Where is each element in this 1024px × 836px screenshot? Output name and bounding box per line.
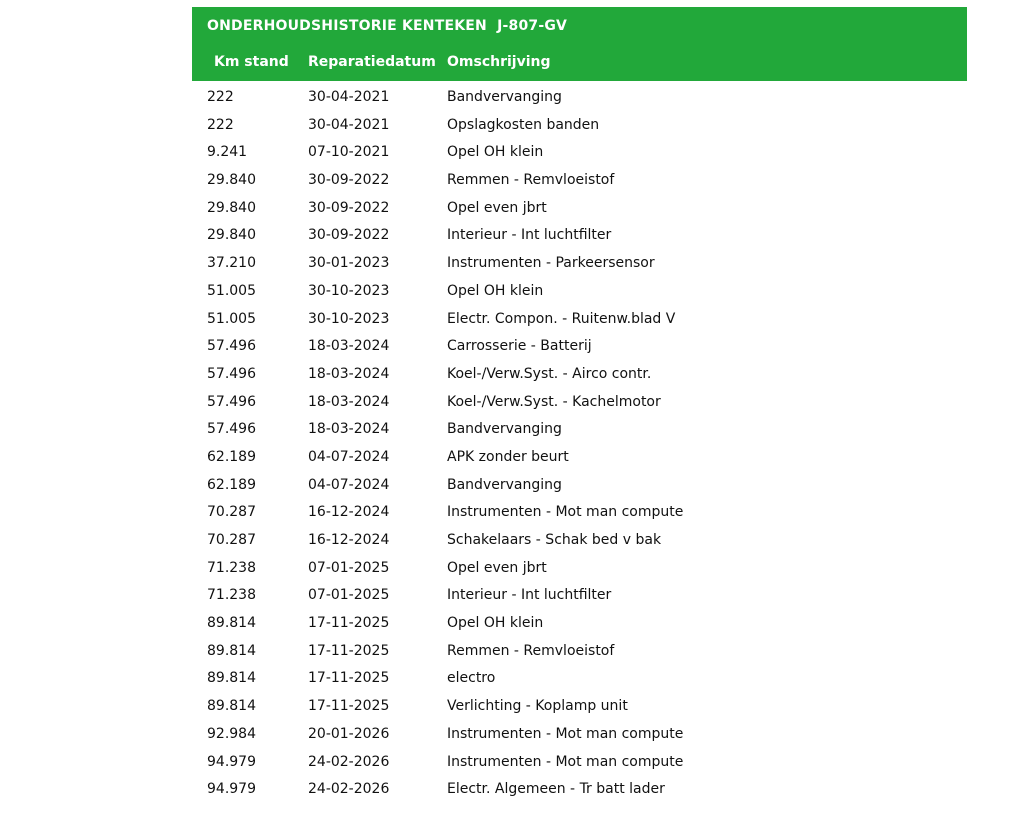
- description-cell: Bandvervanging: [447, 89, 562, 105]
- table-body: [192, 87, 967, 807]
- km-stand-cell: 89.814: [207, 615, 256, 632]
- table-row: [192, 115, 967, 143]
- description-cell: Bandvervanging: [447, 476, 562, 493]
- page-title: ONDERHOUDSHISTORIE KENTEKEN J-807-GV: [207, 18, 568, 34]
- table-row: [192, 336, 967, 364]
- column-header-date: Reparatiedatum: [308, 54, 436, 70]
- km-stand-cell: 89.814: [207, 698, 256, 715]
- repair-date-cell: 20-01-2026: [308, 725, 390, 742]
- table-row: [192, 558, 967, 586]
- table-row: [192, 502, 967, 530]
- repair-date-cell: 16-12-2024: [308, 504, 390, 521]
- table-row: [192, 87, 967, 115]
- repair-date-cell: 18-03-2024: [308, 421, 390, 438]
- table-row: [192, 364, 967, 392]
- repair-date-cell: 24-02-2026: [308, 781, 390, 798]
- km-stand-cell: 57.496: [207, 421, 256, 438]
- description-cell: Opel even jbrt: [447, 199, 547, 216]
- repair-date-cell: 16-12-2024: [308, 532, 390, 548]
- repair-date-cell: 07-01-2025: [308, 559, 390, 576]
- table-row: [192, 530, 967, 558]
- table-row: [192, 309, 967, 337]
- km-stand-cell: 70.287: [207, 532, 256, 548]
- description-cell: Instrumenten - Mot man compute: [447, 753, 684, 770]
- column-header-km: Km stand: [214, 54, 289, 70]
- description-cell: Koel-/Verw.Syst. - Kachelmotor: [447, 393, 661, 410]
- description-cell: Instrumenten - Mot man compute: [447, 725, 684, 742]
- km-stand-cell: 9.241: [207, 144, 248, 161]
- description-cell: Electr. Algemeen - Tr batt lader: [447, 781, 665, 798]
- repair-date-cell: 30-04-2021: [308, 89, 390, 105]
- table-row: [192, 724, 967, 752]
- description-cell: APK zonder beurt: [447, 448, 569, 465]
- km-stand-cell: 71.238: [207, 587, 256, 604]
- repair-date-cell: 04-07-2024: [308, 476, 390, 493]
- km-stand-cell: 89.814: [207, 670, 256, 687]
- table-row: [192, 170, 967, 198]
- table-row: [192, 668, 967, 696]
- description-cell: Remmen - Remvloeistof: [447, 642, 615, 659]
- repair-date-cell: 04-07-2024: [308, 448, 390, 465]
- description-cell: Verlichting - Koplamp unit: [447, 698, 628, 715]
- repair-date-cell: 18-03-2024: [308, 393, 390, 410]
- km-stand-cell: 37.210: [207, 255, 256, 272]
- repair-date-cell: 17-11-2025: [308, 698, 390, 715]
- km-stand-cell: 57.496: [207, 393, 256, 410]
- km-stand-cell: 70.287: [207, 504, 256, 521]
- repair-date-cell: 30-04-2021: [308, 116, 390, 133]
- description-cell: Opel OH klein: [447, 615, 544, 632]
- repair-date-cell: 30-01-2023: [308, 255, 390, 272]
- description-cell: Koel-/Verw.Syst. - Airco contr.: [447, 365, 652, 382]
- table-row: [192, 225, 967, 253]
- km-stand-cell: 51.005: [207, 282, 256, 299]
- table-header: [192, 7, 967, 81]
- table-row: [192, 392, 967, 420]
- description-cell: Electr. Compon. - Ruitenw.blad V: [447, 310, 676, 327]
- description-cell: Carrosserie - Batterij: [447, 338, 592, 355]
- table-row: [192, 198, 967, 226]
- description-cell: Interieur - Int luchtfilter: [447, 227, 612, 244]
- km-stand-cell: 62.189: [207, 476, 256, 493]
- table-row: [192, 696, 967, 724]
- km-stand-cell: 222: [207, 116, 234, 133]
- description-cell: Opel even jbrt: [447, 559, 547, 576]
- repair-date-cell: 18-03-2024: [308, 338, 390, 355]
- km-stand-cell: 57.496: [207, 365, 256, 382]
- km-stand-cell: 222: [207, 89, 234, 105]
- table-row: [192, 475, 967, 503]
- column-header-description: Omschrijving: [447, 54, 551, 70]
- table-row: [192, 585, 967, 613]
- table-row: [192, 281, 967, 309]
- km-stand-cell: 92.984: [207, 725, 256, 742]
- description-cell: Schakelaars - Schak bed v bak: [447, 532, 662, 548]
- repair-date-cell: 07-01-2025: [308, 587, 390, 604]
- description-cell: Opel OH klein: [447, 144, 544, 161]
- table-row: [192, 447, 967, 475]
- repair-date-cell: 30-09-2022: [308, 199, 390, 216]
- km-stand-cell: 57.496: [207, 338, 256, 355]
- table-row: [192, 752, 967, 780]
- description-cell: Instrumenten - Parkeersensor: [447, 255, 655, 272]
- repair-date-cell: 17-11-2025: [308, 642, 390, 659]
- repair-date-cell: 17-11-2025: [308, 615, 390, 632]
- km-stand-cell: 29.840: [207, 227, 256, 244]
- km-stand-cell: 94.979: [207, 753, 256, 770]
- repair-date-cell: 30-09-2022: [308, 227, 390, 244]
- description-cell: Instrumenten - Mot man compute: [447, 504, 684, 521]
- km-stand-cell: 51.005: [207, 310, 256, 327]
- repair-date-cell: 30-09-2022: [308, 172, 390, 189]
- description-cell: Opslagkosten banden: [447, 116, 600, 133]
- description-cell: Opel OH klein: [447, 282, 544, 299]
- table-row: [192, 641, 967, 669]
- table-row: [192, 253, 967, 281]
- table-row: [192, 779, 967, 807]
- km-stand-cell: 29.840: [207, 172, 256, 189]
- repair-date-cell: 24-02-2026: [308, 753, 390, 770]
- description-cell: electro: [447, 670, 496, 687]
- km-stand-cell: 71.238: [207, 559, 256, 576]
- repair-date-cell: 07-10-2021: [308, 144, 390, 161]
- repair-date-cell: 17-11-2025: [308, 670, 390, 687]
- description-cell: Interieur - Int luchtfilter: [447, 587, 612, 604]
- repair-date-cell: 30-10-2023: [308, 282, 390, 299]
- km-stand-cell: 62.189: [207, 448, 256, 465]
- description-cell: Bandvervanging: [447, 421, 562, 438]
- km-stand-cell: 29.840: [207, 199, 256, 216]
- km-stand-cell: 89.814: [207, 642, 256, 659]
- repair-date-cell: 30-10-2023: [308, 310, 390, 327]
- km-stand-cell: 94.979: [207, 781, 256, 798]
- table-row: [192, 613, 967, 641]
- repair-date-cell: 18-03-2024: [308, 365, 390, 382]
- description-cell: Remmen - Remvloeistof: [447, 172, 615, 189]
- table-row: [192, 142, 967, 170]
- table-row: [192, 419, 967, 447]
- maintenance-history-panel: [192, 7, 967, 798]
